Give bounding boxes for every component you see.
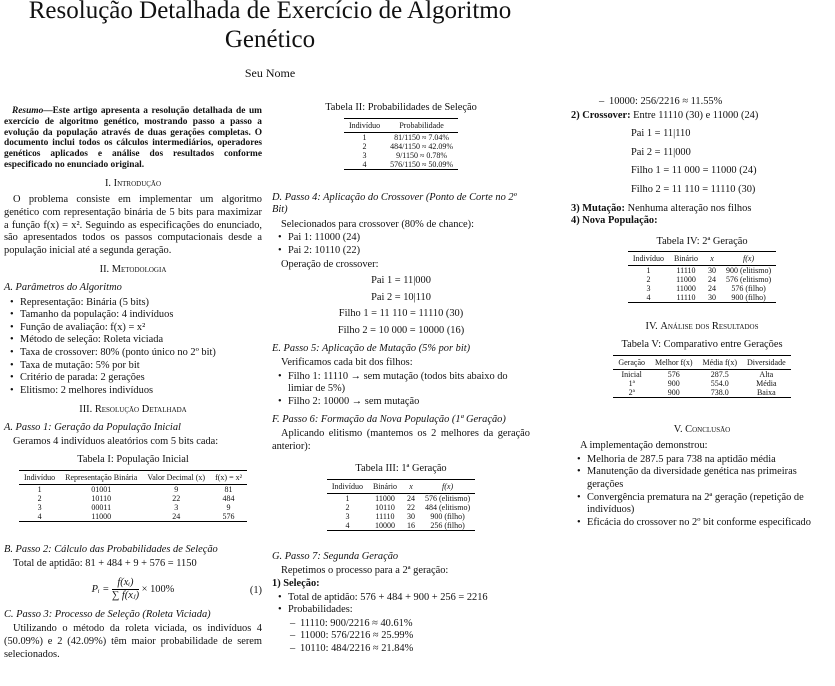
list-item: • Representação: Binária (5 bits) bbox=[20, 297, 262, 310]
table-row: 1 81/1150 ≈ 7.04% bbox=[362, 132, 450, 142]
section-heading-analysis: IV. Análise dos Resultados bbox=[645, 321, 759, 333]
table-row: 1 01001 9 81 bbox=[37, 484, 233, 494]
paper-title: Resolução Detalhada de Exercício de Algoritmo Genético bbox=[28, 0, 512, 53]
subsection-heading: B. Passo 2: Cálculo das Probabilidades de Seleção bbox=[4, 543, 218, 555]
subsection-heading: F. Passo 6: Formação da Nova População (1ª Geração) bbox=[272, 413, 506, 425]
table-row: 2ª 900 738.0 Baixa bbox=[628, 387, 776, 397]
table-initial-population: Indivíduo Representação Binária Valor Decimal (x) f(x) = x² 1 01001 9 81 2 10110 22 484 3 00011 3 9 4 11000 24 576 bbox=[19, 470, 247, 522]
list-item: • Convergência prematura na 2ª geração (repetição de indivíduos) bbox=[587, 492, 833, 517]
section-heading-resolution: III. Resolução Detalhada bbox=[79, 404, 187, 416]
table-row: 3 11000 24 576 (filho) bbox=[646, 284, 766, 294]
table-row: 3 00011 3 9 bbox=[37, 502, 231, 512]
section-heading-conclusion: V. Conclusão bbox=[673, 423, 731, 435]
list-item: – 10110: 484/2216 ≈ 21.84% bbox=[300, 643, 530, 656]
table-second-generation: Indivíduo Binário x f(x) 1 11110 30 900 (elitismo) 2 11000 24 576 (elitismo) 3 11000 24 576 (filho) 4 11110 30 900 (filho) bbox=[628, 251, 776, 303]
crossover-equations-gen2: Pai 1 = 11|110 Pai 2 = 11|000 Filho 1 = 11 000 = 11000 (24) Filho 2 = 11 110 = 11110 (30) bbox=[631, 128, 757, 195]
parameter-list bbox=[4, 297, 262, 398]
subsection-heading: D. Passo 4: Aplicação do Crossover (Ponto de Corte no 2º Bit) bbox=[272, 191, 517, 216]
table-row: Inicial 576 287.5 Alta bbox=[621, 369, 774, 379]
column-middle: Tabela II: Probabilidades de Seleção Indivíduo Probabilidade 1 81/1150 ≈ 7.04% 2 484/1150 ≈ 42.09% 3 9/1150 ≈ 0.78% 4 576/1150 ≈ 50.09% D. Passo 4: Aplicação do Crossover (Ponto de Corte no 2º Bit) Selecionados para crossover (80% de chance): • Pai 1: 11000 (24) • Pai 2: 10110 (22) Operação de crossover: Pai 1 = 11|000 Pai 2 = 10|110 Filho 1 = 11 110 = 11110 (30) Filho 2 = 10 000 = 10000 (16) E. Passo 5: Aplicação de Mutação (5% por bit) Verificamos cada bit dos filhos: • Filho 1: 11110 → sem mutação (todos bits abaixo do limiar de 5%) • Filho 2: 10000 → sem mutação F. Passo 6: Formação da Nova População (1ª Geração) Aplicando elitismo (mantemos os 2 melhores da geração anterior): Tabela III: 1ª Geração Indivíduo Binário x f(x) 1 11000 24 576 (elitismo) 2 10110 22 484 (elitismo) 3 11110 30 900 (filho) 4 10000 16 256 (filho) G. Passo 7: Segunda Geração Repetimos o processo para a 2ª geração: 1) Seleção: • Total de aptidão: 576 + 484 + 900 + 256 = 2216 • Probabilidades: – 11110: 900/2216 ≈ 40.61% – 11000: 576/2216 ≈ 25.99% – 10110: 484/2216 ≈ 21.84% bbox=[272, 102, 530, 657]
list-item: • Manutenção da diversidade genética nas primeiras gerações bbox=[587, 466, 833, 491]
column-right: – 10000: 256/2216 ≈ 11.55% 2) Crossover: Entre 11110 (30) e 11000 (24) Pai 1 = 11|110 Pai 2 = 11|000 Filho 1 = 11 000 = 11000 (24) Filho 2 = 11 110 = 11110 (30) 3) Mutação: Nenhuma alteração nos filhos 4) Nova População: Tabela IV: 2ª Geração Indivíduo Binário x f(x) 1 11110 30 900 (elitismo) 2 11000 24 576 (elitismo) 3 11000 24 576 (filho) 4 11110 30 900 (filho) IV. Análise dos Resultados Tabela V: Comparativo entre Gerações Geração Melhor f(x) Média f(x) Diversidade Inicial 576 287.5 Alta 1ª 900 554.0 Média 2ª 900 738.0 Baixa V. Conclusão A implementação demonstrou: • Melhoria de 287.5 para 738 na aptidão média • Manutenção da diversidade genética nas primeiras gerações • Convergência prematura na 2ª geração (repetição de indivíduos) • Eficácia do crossover no 2º bit conforme especificado bbox=[571, 96, 833, 530]
subsection-heading: A. Parâmetros do Algoritmo bbox=[4, 281, 122, 293]
table-caption: Tabela V: Comparativo entre Gerações bbox=[621, 338, 783, 350]
list-item: • Filho 1: 11110 → sem mutação (todos bits abaixo do limiar de 5%) bbox=[288, 371, 530, 396]
section-heading-introduction: I. Introdução bbox=[104, 177, 162, 189]
list-item: • Filho 2: 10000 → sem mutação bbox=[288, 396, 530, 409]
list-item: • Função de avaliação: f(x) = x² bbox=[20, 322, 262, 335]
table-first-generation: Indivíduo Binário x f(x) 1 11000 24 576 (elitismo) 2 10110 22 484 (elitismo) 3 11110 30 900 (filho) 4 10000 16 256 (filho) bbox=[327, 479, 475, 531]
subsection-heading: C. Passo 3: Processo de Seleção (Roleta Viciada) bbox=[4, 608, 211, 620]
list-item: • Elitismo: 2 melhores indivíduos bbox=[20, 385, 262, 398]
list-item: • Taxa de crossover: 80% (ponto único no 2º bit) bbox=[20, 347, 262, 360]
table-caption: Tabela I: População Inicial bbox=[77, 454, 189, 466]
column-left: Resumo—Este artigo apresenta a resolução detalhada de um exercício de algoritmo genético, mostrando passo a passo a evolução da população através de duas gerações completas. O documento inclui todos os cálculos intermediários, operadores genéticos aplicados e análise dos resultados conforme especificado no enunciado original. I. Introdução O problema consiste em implementar um algoritmo genético com representação binária de 5 bits para maximizar a função f(x) = x². Seguindo as especificações do enunciado, são apresentados todos os passos computacionais desde a população inicial até a segunda geração. II. Metodologia A. Parâmetros do Algoritmo • Representação: Binária (5 bits) • Tamanho da população: 4 indivíduos • Função de avaliação: f(x) = x² • Método de seleção: Roleta viciada • Taxa de crossover: 80% (ponto único no 2º bit) • Taxa de mutação: 5% por bit • Critério de parada: 2 gerações • Elitismo: 2 melhores indivíduos III. Resolução Detalhada A. Passo 1: Geração da População Inicial Geramos 4 indivíduos aleatórios com 5 bits cada: Tabela I: População Inicial Indivíduo Representação Binária Valor Decimal (x) f(x) = x² 1 01001 9 81 2 10110 22 484 3 00011 3 9 4 11000 24 576 B. Passo 2: Cálculo das Probabilidades de Seleção Total de aptidão: 81 + 484 + 9 + 576 = 1150 Pᵢ = $\frac{\text{f(xᵢ)}}{\text{∑ f(xⱼ)}}$ × 100% (1) C. Passo 3: Processo de Seleção (Roleta Viciada) Utilizando o método da roleta viciada, os indivíduos 4 (50.09%) e 2 (42.09%) têm maior probabilidade de serem selecionados. bbox=[4, 106, 262, 661]
table-row: 3 11110 30 900 (filho) bbox=[345, 511, 465, 521]
table-row: 4 11000 24 576 bbox=[37, 511, 235, 521]
list-item: • Probabilidades: bbox=[288, 604, 530, 617]
list-item: • Critério de parada: 2 gerações bbox=[20, 372, 262, 385]
subsection-heading: A. Passo 1: Geração da População Inicial bbox=[4, 421, 181, 433]
list-item: • Total de aptidão: 576 + 484 + 900 + 256 = 2216 bbox=[288, 592, 530, 605]
table-probabilities: Indivíduo Probabilidade 1 81/1150 ≈ 7.04% 2 484/1150 ≈ 42.09% 3 9/1150 ≈ 0.78% 4 576/1150 ≈ 50.09% bbox=[344, 118, 458, 170]
subsection-heading: G. Passo 7: Segunda Geração bbox=[272, 550, 399, 562]
table-row: 1 11000 24 576 (elitismo) bbox=[345, 493, 471, 503]
table-caption: Tabela III: 1ª Geração bbox=[355, 463, 447, 475]
author: Seu Nome bbox=[244, 66, 296, 80]
table-comparison: Geração Melhor f(x) Média f(x) Diversidade Inicial 576 287.5 Alta 1ª 900 554.0 Média 2ª 900 738.0 Baixa bbox=[613, 355, 790, 398]
list-item: • Tamanho da população: 4 indivíduos bbox=[20, 309, 262, 322]
table-row: 3 9/1150 ≈ 0.78% bbox=[362, 150, 448, 160]
subsection-heading: E. Passo 5: Aplicação de Mutação (5% por bit) bbox=[272, 342, 471, 354]
table-row: 2 484/1150 ≈ 42.09% bbox=[362, 141, 454, 151]
list-item: – 10000: 256/2216 ≈ 11.55% bbox=[609, 96, 833, 109]
conclusion-list bbox=[571, 454, 833, 530]
table-row: 2 10110 22 484 (elitismo) bbox=[345, 502, 471, 512]
table-row: 4 10000 16 256 (filho) bbox=[345, 520, 465, 530]
list-item: • Pai 1: 11000 (24) bbox=[288, 232, 530, 245]
list-item: • Melhoria de 287.5 para 738 na aptidão média bbox=[587, 454, 833, 467]
table-row: 1 11110 30 900 (elitismo) bbox=[646, 266, 772, 276]
table-caption: Tabela IV: 2ª Geração bbox=[656, 235, 748, 247]
table-row: 1ª 900 554.0 Média bbox=[628, 378, 777, 388]
crossover-equations: Pai 1 = 11|000 Pai 2 = 10|110 Filho 1 = 11 110 = 11110 (30) Filho 2 = 10 000 = 10000 (16) bbox=[337, 275, 465, 336]
abstract: Resumo—Este artigo apresenta a resolução detalhada de um exercício de algoritmo genético, mostrando passo a passo a evolução da população através de duas gerações completas. O documento inclui todos os cálculos intermediários, operadores genéticos aplicados e análise dos resultados conforme especificado no enunciado original. bbox=[4, 106, 262, 170]
list-item: • Eficácia do crossover no 2º bit conforme especificado bbox=[587, 517, 833, 530]
table-row: 2 11000 24 576 (elitismo) bbox=[646, 275, 772, 285]
introduction-text: O problema consiste em implementar um algoritmo genético com representação binária de 5 bits para maximizar a função f(x) = x². Seguindo as especificações do enunciado, são apresentados todos os passos computacionais desde a população inicial até a segunda geração. bbox=[4, 194, 262, 256]
equation-1: Pᵢ = $\frac{\text{f(xᵢ)}}{\text{∑ f(xⱼ)}}$ × 100% (1) bbox=[91, 576, 262, 601]
table-row: 4 576/1150 ≈ 50.09% bbox=[362, 159, 454, 169]
table-caption: Tabela II: Probabilidades de Seleção bbox=[325, 102, 477, 113]
section-heading-methodology: II. Metodologia bbox=[99, 264, 167, 276]
table-row: 2 10110 22 484 bbox=[37, 493, 235, 503]
list-item: – 11110: 900/2216 ≈ 40.61% bbox=[300, 618, 530, 631]
list-item: • Pai 2: 10110 (22) bbox=[288, 245, 530, 258]
list-item: • Taxa de mutação: 5% por bit bbox=[20, 360, 262, 373]
list-item: • Método de seleção: Roleta viciada bbox=[20, 334, 262, 347]
table-row: 4 11110 30 900 (filho) bbox=[646, 293, 766, 303]
list-item: – 11000: 576/2216 ≈ 25.99% bbox=[300, 630, 530, 643]
